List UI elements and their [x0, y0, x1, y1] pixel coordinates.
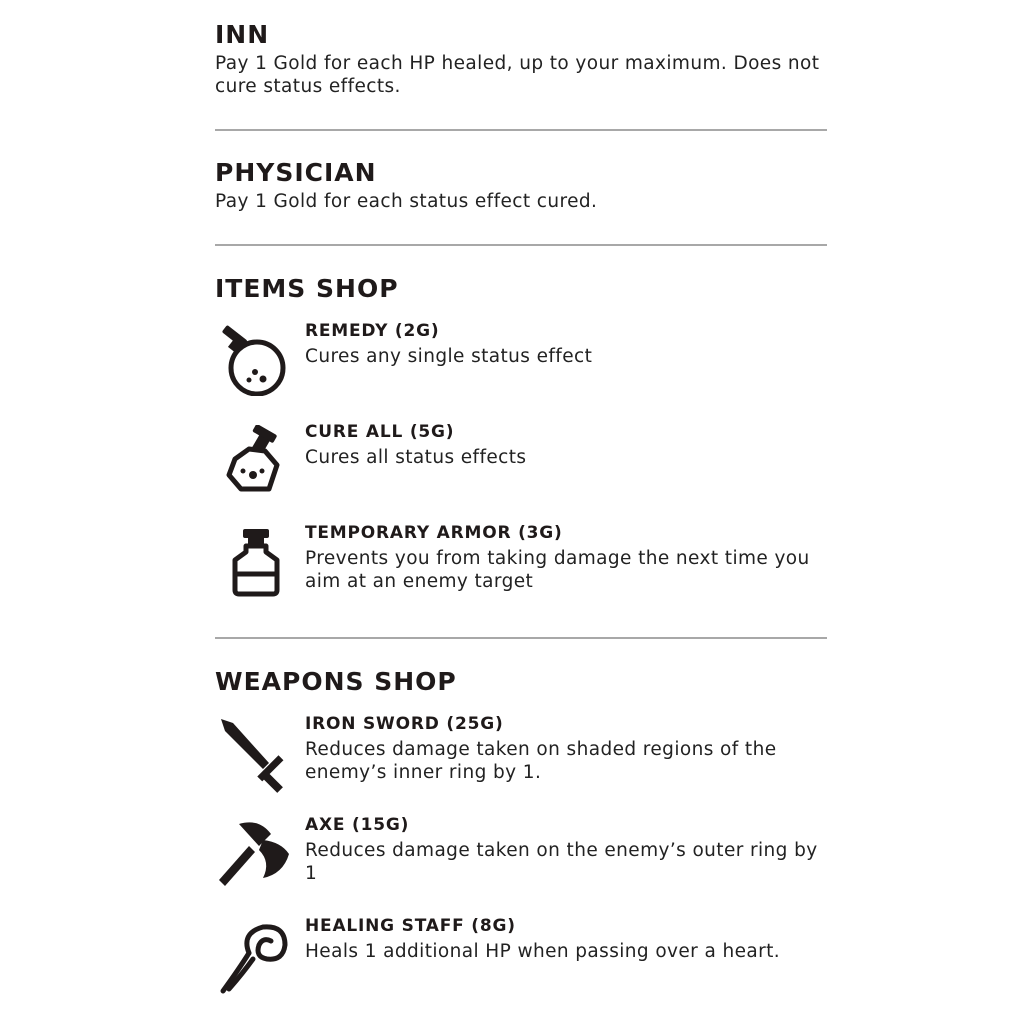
physician-section [215, 158, 827, 213]
staff-icon [215, 915, 305, 995]
shop-item-remedy [215, 320, 827, 400]
divider [215, 244, 827, 246]
divider [215, 637, 827, 639]
axe-icon [215, 814, 305, 894]
item-title: HEALING STAFF (8G) [305, 916, 516, 936]
weapons-shop-title: WEAPONS SHOP [215, 667, 457, 696]
inn-title: INN [215, 20, 270, 49]
bottle-icon [215, 522, 305, 602]
divider [215, 129, 827, 131]
shop-item-healing-staff [215, 915, 827, 995]
item-title: IRON SWORD (25G) [305, 714, 504, 734]
item-title: AXE (15G) [305, 815, 410, 835]
round-potion-icon [215, 320, 305, 400]
shop-item-axe [215, 814, 827, 894]
sword-icon [215, 713, 305, 793]
items-shop-section [215, 274, 827, 602]
item-description: Heals 1 additional HP when passing over a heart. [305, 941, 781, 962]
item-title: REMEDY (2G) [305, 321, 440, 341]
shop-item-iron-sword [215, 713, 827, 793]
items-shop-title: ITEMS SHOP [215, 274, 399, 303]
physician-text: Pay 1 Gold for each status effect cured. [215, 191, 598, 212]
item-description: Cures any single status effect [305, 346, 593, 367]
item-description: Cures all status effects [305, 447, 527, 468]
item-title: TEMPORARY ARMOR (3G) [305, 523, 563, 543]
inn-text: Pay 1 Gold for each HP healed, up to your maximum. Does not cure status effects. [215, 53, 820, 97]
hexagon-potion-icon [215, 421, 305, 501]
item-description: Reduces damage taken on shaded regions of the enemy’s inner ring by 1. [305, 739, 777, 783]
inn-section [215, 20, 827, 98]
shop-item-cure-all [215, 421, 827, 501]
physician-title: PHYSICIAN [215, 158, 377, 187]
weapons-shop-section [215, 667, 827, 995]
item-description: Prevents you from taking damage the next time you aim at an enemy target [305, 548, 810, 592]
item-title: CURE ALL (5G) [305, 422, 455, 442]
item-description: Reduces damage taken on the enemy’s outer ring by 1 [305, 840, 818, 884]
shop-item-temporary-armor [215, 522, 827, 602]
